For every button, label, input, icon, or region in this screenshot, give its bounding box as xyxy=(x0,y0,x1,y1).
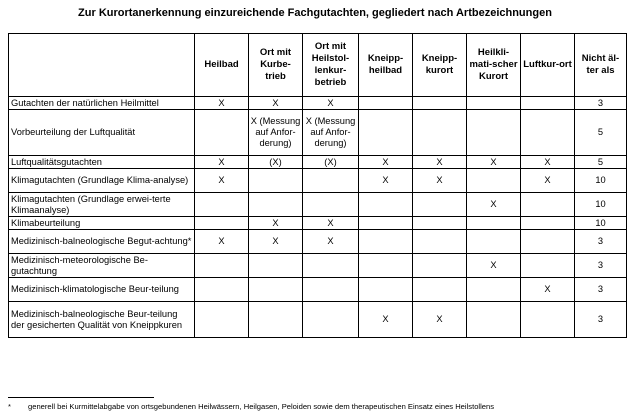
row-label: Medizinisch-balneologische Beur-teilung der gesicherten Qualität von Kneippkuren xyxy=(9,302,195,338)
requirement-cell xyxy=(303,169,359,193)
requirement-cell: X xyxy=(413,169,467,193)
requirement-cell xyxy=(521,97,575,110)
header-heilbad: Heilbad xyxy=(195,34,249,97)
requirement-cell xyxy=(249,254,303,278)
requirement-cell: X xyxy=(467,156,521,169)
requirement-cell xyxy=(467,278,521,302)
requirement-cell xyxy=(413,278,467,302)
requirement-cell xyxy=(413,217,467,230)
requirement-cell: X xyxy=(303,230,359,254)
requirement-cell: X xyxy=(195,97,249,110)
requirement-cell xyxy=(249,278,303,302)
max-age-cell: 5 xyxy=(575,110,627,156)
max-age-cell: 10 xyxy=(575,169,627,193)
requirement-cell xyxy=(521,302,575,338)
requirement-cell xyxy=(249,193,303,217)
requirement-cell xyxy=(195,302,249,338)
requirement-cell xyxy=(521,217,575,230)
requirement-cell: X xyxy=(195,230,249,254)
requirement-cell xyxy=(467,169,521,193)
requirement-cell: X xyxy=(413,302,467,338)
max-age-cell: 3 xyxy=(575,97,627,110)
max-age-cell: 3 xyxy=(575,230,627,254)
requirement-cell xyxy=(467,302,521,338)
requirement-cell xyxy=(521,230,575,254)
requirement-cell xyxy=(521,254,575,278)
requirement-cell: X xyxy=(359,156,413,169)
requirement-cell: X xyxy=(359,169,413,193)
table-row xyxy=(9,302,627,338)
requirement-cell xyxy=(303,278,359,302)
row-label: Klimagutachten (Grundlage Klima-analyse) xyxy=(9,169,195,193)
requirement-cell xyxy=(195,193,249,217)
requirement-cell: X xyxy=(359,302,413,338)
table-row xyxy=(9,278,627,302)
requirement-cell xyxy=(359,254,413,278)
table-row xyxy=(9,169,627,193)
footnote xyxy=(8,402,628,411)
requirement-cell: X xyxy=(303,97,359,110)
max-age-cell: 5 xyxy=(575,156,627,169)
requirement-cell: X xyxy=(413,156,467,169)
requirement-cell: X xyxy=(467,254,521,278)
requirement-cell xyxy=(249,302,303,338)
header-luftkurort: Luftkur-ort xyxy=(521,34,575,97)
footnote-text: generell bei Kurmittelabgabe von ortsgebundenen Heilwässern, Heilgasen, Peloiden sowie dem therapeutischen Einsatz eines Heilstollens xyxy=(28,402,495,411)
footnote-mark: * xyxy=(8,402,11,411)
requirement-cell: X (Messung auf Anfor-derung) xyxy=(249,110,303,156)
requirement-cell xyxy=(195,254,249,278)
requirement-cell xyxy=(359,110,413,156)
requirement-cell: X xyxy=(521,169,575,193)
requirement-cell: X xyxy=(521,278,575,302)
header-ort-mit-kurbetrieb: Ort mit Kurbe-trieb xyxy=(249,34,303,97)
header-row xyxy=(9,34,627,97)
requirement-cell xyxy=(467,230,521,254)
requirement-cell xyxy=(359,193,413,217)
requirement-cell: X xyxy=(249,217,303,230)
row-label: Klimabeurteilung xyxy=(9,217,195,230)
requirement-cell xyxy=(303,193,359,217)
max-age-cell: 3 xyxy=(575,254,627,278)
row-label: Medizinisch-klimatologische Beur-teilung xyxy=(9,278,195,302)
header-heilklimatischer-kurort: Heilkli-mati-scher Kurort xyxy=(467,34,521,97)
row-label: Gutachten der natürlichen Heilmittel xyxy=(9,97,195,110)
requirement-cell: X xyxy=(249,97,303,110)
header-ort-mit-heilstollenkurbetrieb: Ort mit Heilstol-lenkur-betrieb xyxy=(303,34,359,97)
max-age-cell: 3 xyxy=(575,278,627,302)
row-label: Klimagutachten (Grundlage erwei-terte Klimaanalyse) xyxy=(9,193,195,217)
requirement-cell xyxy=(303,302,359,338)
row-label: Medizinisch-meteorologische Be-gutachtung xyxy=(9,254,195,278)
max-age-cell: 3 xyxy=(575,302,627,338)
requirement-cell xyxy=(359,230,413,254)
max-age-cell: 10 xyxy=(575,193,627,217)
requirement-cell xyxy=(413,230,467,254)
row-label: Luftqualitätsgutachten xyxy=(9,156,195,169)
table-row xyxy=(9,230,627,254)
requirement-cell xyxy=(359,97,413,110)
requirement-cell xyxy=(359,217,413,230)
requirement-cell: X (Messung auf Anfor-derung) xyxy=(303,110,359,156)
table-row xyxy=(9,193,627,217)
page-title: Zur Kurortanerkennung einzureichende Fachgutachten, gegliedert nach Artbezeichnungen xyxy=(78,7,552,19)
table-row xyxy=(9,217,627,230)
requirement-cell xyxy=(303,254,359,278)
requirement-cell: X xyxy=(249,230,303,254)
requirement-cell xyxy=(413,193,467,217)
row-label: Medizinisch-balneologische Begut-achtung* xyxy=(9,230,195,254)
requirement-cell xyxy=(195,110,249,156)
table-row xyxy=(9,97,627,110)
requirement-cell xyxy=(195,217,249,230)
header-kneippkurort: Kneipp-kurort xyxy=(413,34,467,97)
header-kneippheilbad: Kneipp-heilbad xyxy=(359,34,413,97)
requirement-cell: X xyxy=(303,217,359,230)
requirement-cell: X xyxy=(467,193,521,217)
header-nicht-aelter-als: Nicht äl-ter als xyxy=(575,34,627,97)
requirement-cell: (X) xyxy=(303,156,359,169)
max-age-cell: 10 xyxy=(575,217,627,230)
requirement-cell: X xyxy=(195,169,249,193)
requirement-cell: X xyxy=(521,156,575,169)
table-row xyxy=(9,156,627,169)
footnote-divider xyxy=(8,397,154,398)
requirement-cell xyxy=(413,110,467,156)
table-row xyxy=(9,254,627,278)
requirement-cell xyxy=(195,278,249,302)
requirements-table xyxy=(8,33,627,338)
requirement-cell: X xyxy=(195,156,249,169)
requirement-cell: (X) xyxy=(249,156,303,169)
header-corner xyxy=(9,34,195,97)
row-label: Vorbeurteilung der Luftqualität xyxy=(9,110,195,156)
requirement-cell xyxy=(413,97,467,110)
requirement-cell xyxy=(249,169,303,193)
requirement-cell xyxy=(467,217,521,230)
requirement-cell xyxy=(521,110,575,156)
requirement-cell xyxy=(467,110,521,156)
requirement-cell xyxy=(359,278,413,302)
requirement-cell xyxy=(413,254,467,278)
requirement-cell xyxy=(521,193,575,217)
requirement-cell xyxy=(467,97,521,110)
table-row xyxy=(9,110,627,156)
